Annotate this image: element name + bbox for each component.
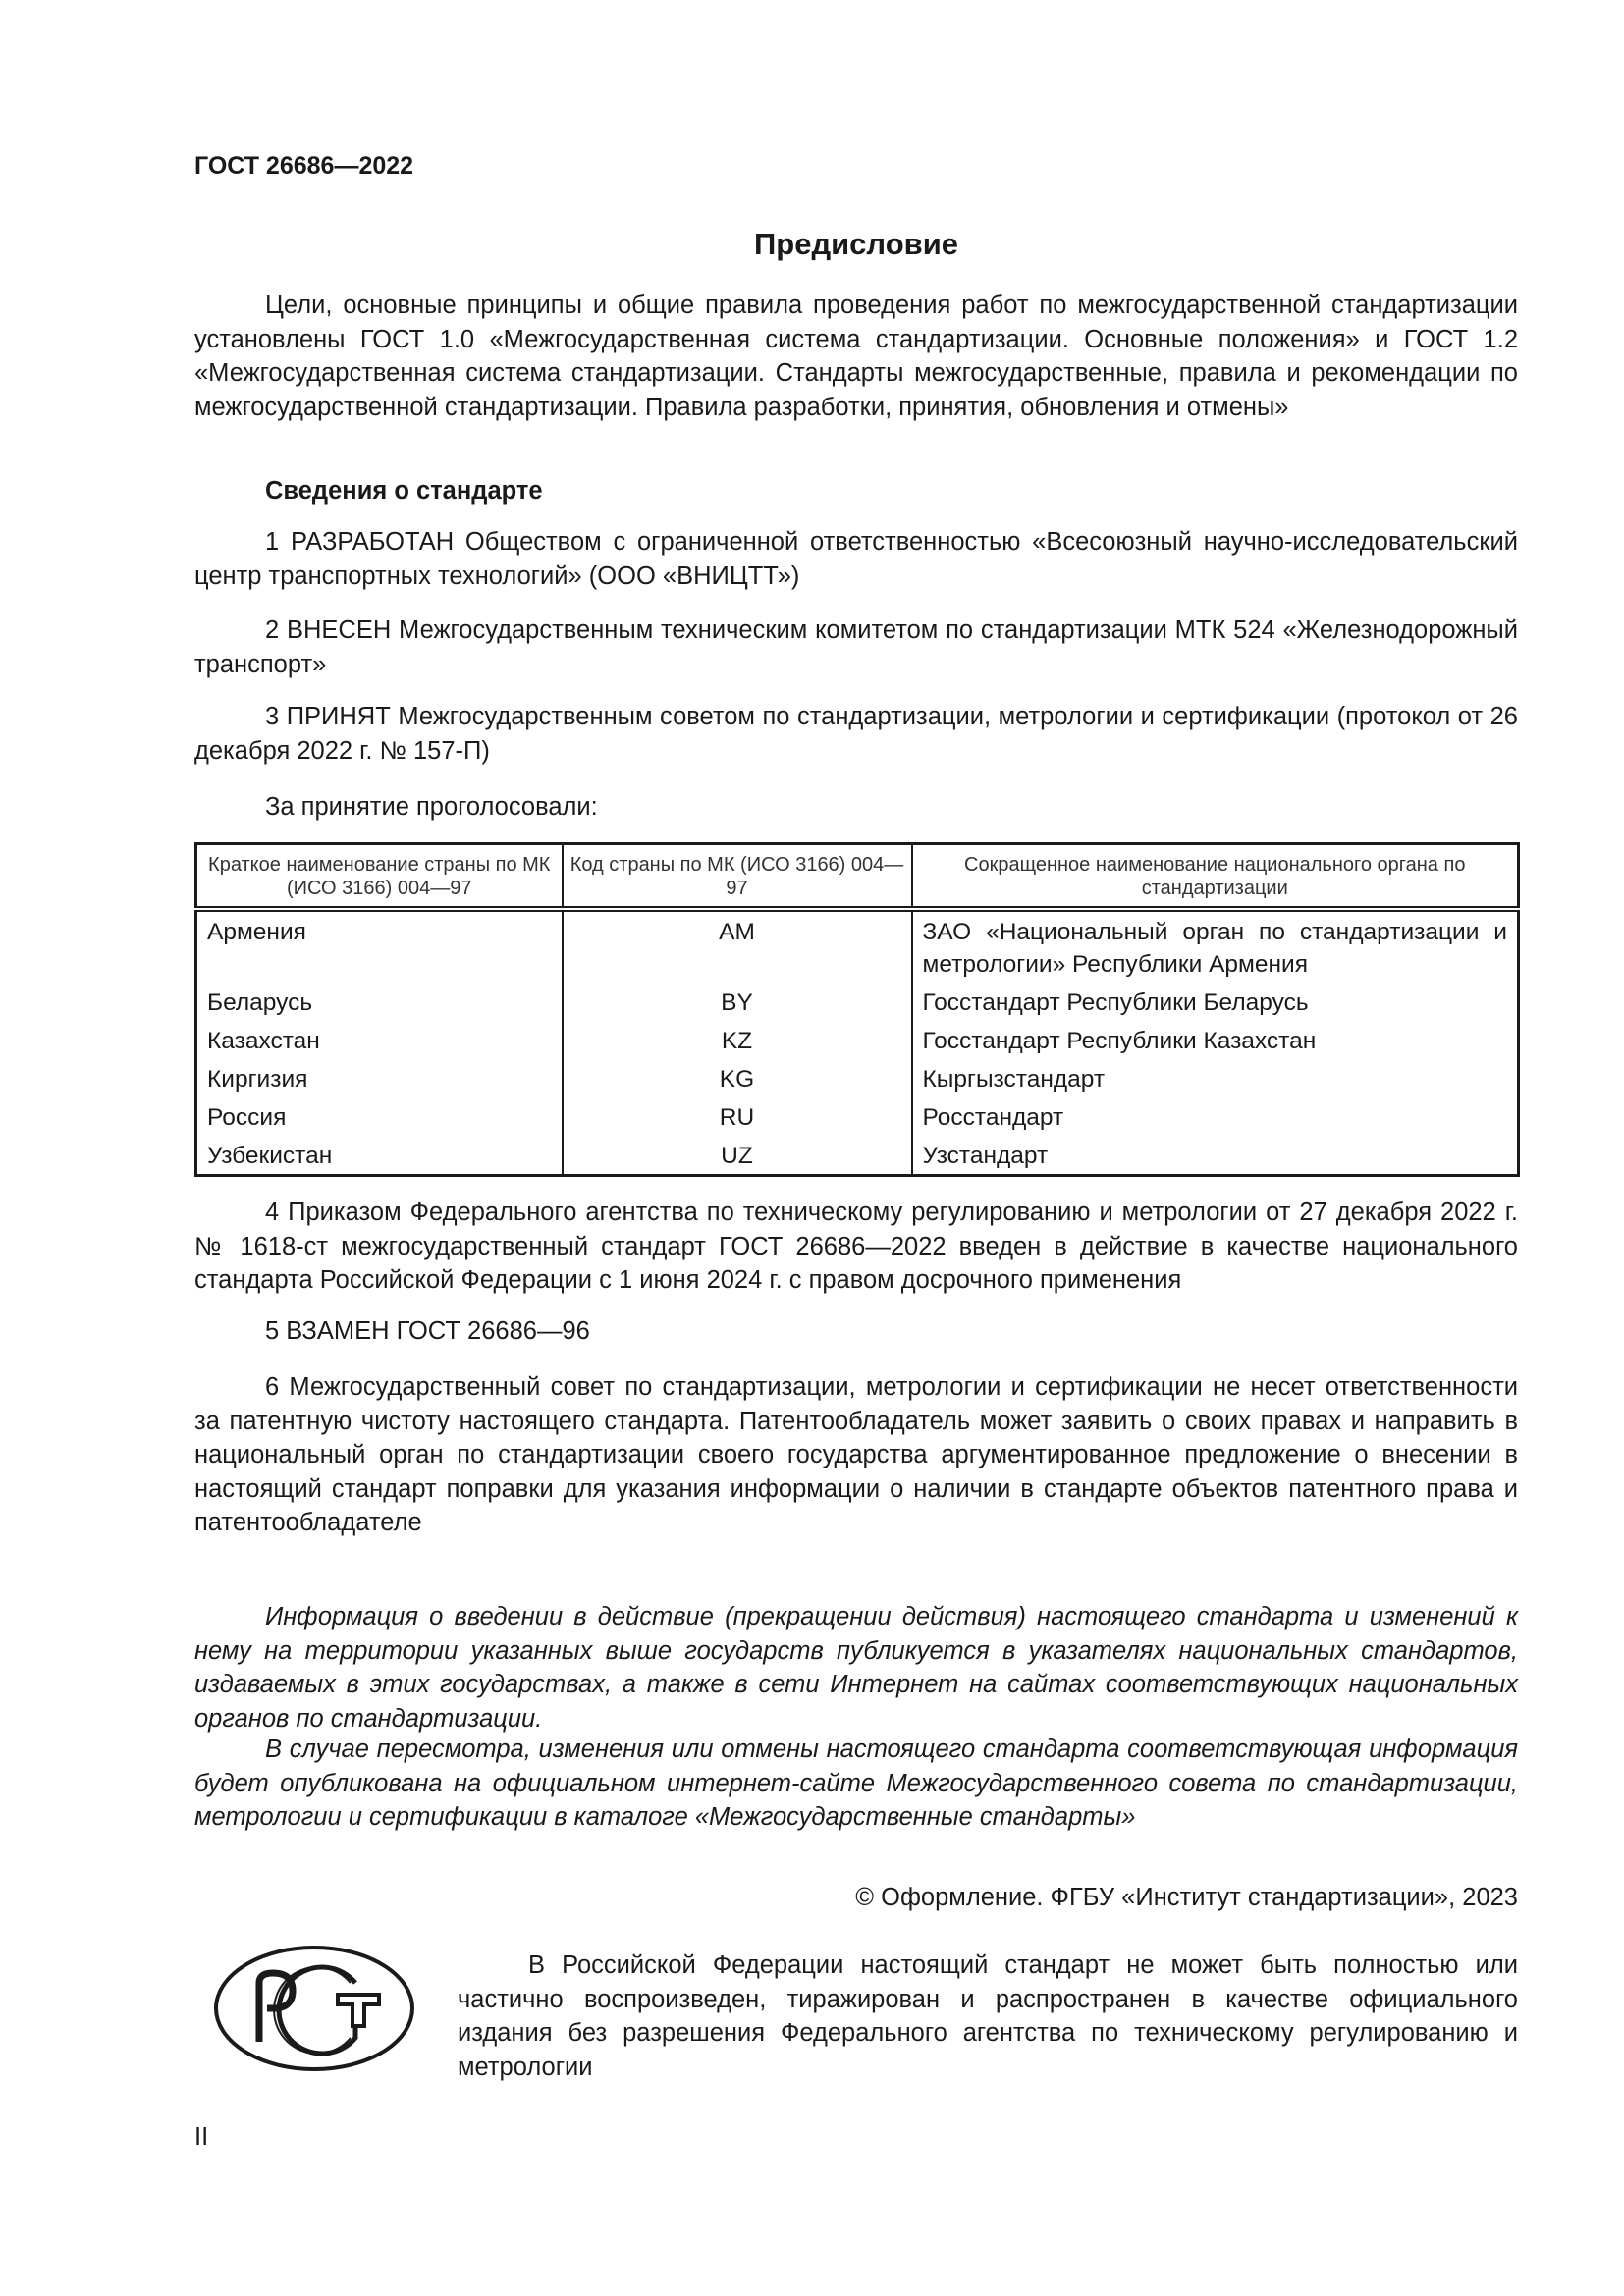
intro-paragraph: Цели, основные принципы и общие правила проведения работ по межгосударственной стандартизации установлены ГОСТ 1.0 «Межгосударственная система стандартизации. Основные положения» и ГОСТ 1.2 «Межгосударственная система стандартизации. Стандарты межгосударственные, правила и рекомендации по межгосударственной стандартизации. Правила разработки, принятия, обновления и отмены» <box>194 292 1518 421</box>
country: Узбекистан <box>196 1136 563 1176</box>
table-row <box>196 983 1519 1021</box>
page-title: Предисловие <box>753 227 958 261</box>
country-code: RU <box>563 1097 912 1136</box>
country: Россия <box>196 1097 563 1136</box>
voting-table <box>194 842 1520 1177</box>
rights-notice: В Российской Федерации настоящий стандарт не может быть полностью или частично воспроизведен, тиражирован и распространен в качестве официального издания без разрешения Федерального агентства по техническому регулированию и метрологии <box>458 1951 1518 2081</box>
country-code: AM <box>563 909 912 983</box>
country: Армения <box>196 909 563 983</box>
item-2: 2 ВНЕСЕН Межгосударственным техническим комитетом по стандартизации МТК 524 «Железнодорожный транспорт» <box>194 616 1518 678</box>
table-row <box>196 1059 1519 1097</box>
item-1: 1 РАЗРАБОТАН Обществом с ограниченной ответственностью «Всесоюзный научно-исследовательский центр транспортных технологий» (ООО «ВНИЦТТ») <box>194 528 1518 590</box>
standards-body: Росстандарт <box>912 1097 1519 1136</box>
page-number: II <box>194 2123 209 2151</box>
item-6: 6 Межгосударственный совет по стандартизации, метрологии и сертификации не несет ответственности за патентную чистоту настоящего стандарта. Патентообладатель может заявить о своих правах и направить в национальный орган по стандартизации своего государства аргументированное предложение о внесении в настоящий стандарт поправки для указания информации о наличии в стандарте объектов патентного права и патентообладателе <box>194 1373 1518 1536</box>
note-2: В случае пересмотра, изменения или отмены настоящего стандарта соответствующая информация будет опубликована на официальном интернет-сайте Межгосударственного совета по стандартизации, метрологии и сертификации в каталоге «Межгосударственные стандарты» <box>194 1735 1518 1831</box>
item-5: 5 ВЗАМЕН ГОСТ 26686—96 <box>265 1317 590 1345</box>
standards-body: Узстандарт <box>912 1136 1519 1176</box>
info-heading: Сведения о стандарте <box>265 477 543 505</box>
document-header: ГОСТ 26686—2022 <box>194 152 414 180</box>
country: Киргизия <box>196 1059 563 1097</box>
country: Беларусь <box>196 983 563 1021</box>
rst-logo-icon <box>212 1944 416 2073</box>
country-code: KG <box>563 1059 912 1097</box>
column-header: Код страны по МК (ИСО 3166) 004—97 <box>563 844 912 910</box>
country-code: UZ <box>563 1136 912 1176</box>
standards-body: Госстандарт Республики Беларусь <box>912 983 1519 1021</box>
column-header: Сокращенное наименование национального органа по стандартизации <box>912 844 1519 910</box>
table-row <box>196 909 1519 983</box>
table-row <box>196 1097 1519 1136</box>
table-row <box>196 1136 1519 1176</box>
item-4: 4 Приказом Федерального агентства по техническому регулированию и метрологии от 27 декабря 2022 г. № 1618-ст межгосударственный стандарт ГОСТ 26686—2022 введен в действие в качестве национального стандарта Российской Федерации с 1 июня 2024 г. с правом досрочного применения <box>194 1199 1518 1294</box>
country-code: KZ <box>563 1021 912 1059</box>
copyright: © Оформление. ФГБУ «Институт стандартизации», 2023 <box>855 1884 1518 1911</box>
country-code: BY <box>563 983 912 1021</box>
note-1: Информация о введении в действие (прекращении действия) настоящего стандарта и изменений к нему на территории указанных выше государств публикуется в указателях национальных стандартов, издаваемых в этих государствах, а также в сети Интернет на сайтах соответствующих национальных органов по стандартизации. <box>194 1603 1518 1733</box>
column-header: Краткое наименование страны по МК (ИСО 3166) 004—97 <box>196 844 563 910</box>
country: Казахстан <box>196 1021 563 1059</box>
table-row <box>196 1021 1519 1059</box>
standards-body: Госстандарт Республики Казахстан <box>912 1021 1519 1059</box>
item-3: 3 ПРИНЯТ Межгосударственным советом по стандартизации, метрологии и сертификации (протокол от 26 декабря 2022 г. № 157-П) <box>194 703 1518 765</box>
voted-label: За принятие проголосовали: <box>265 793 598 821</box>
standards-body: ЗАО «Национальный орган по стандартизации и метрологии» Республики Армения <box>912 909 1519 983</box>
standards-body: Кыргызстандарт <box>912 1059 1519 1097</box>
